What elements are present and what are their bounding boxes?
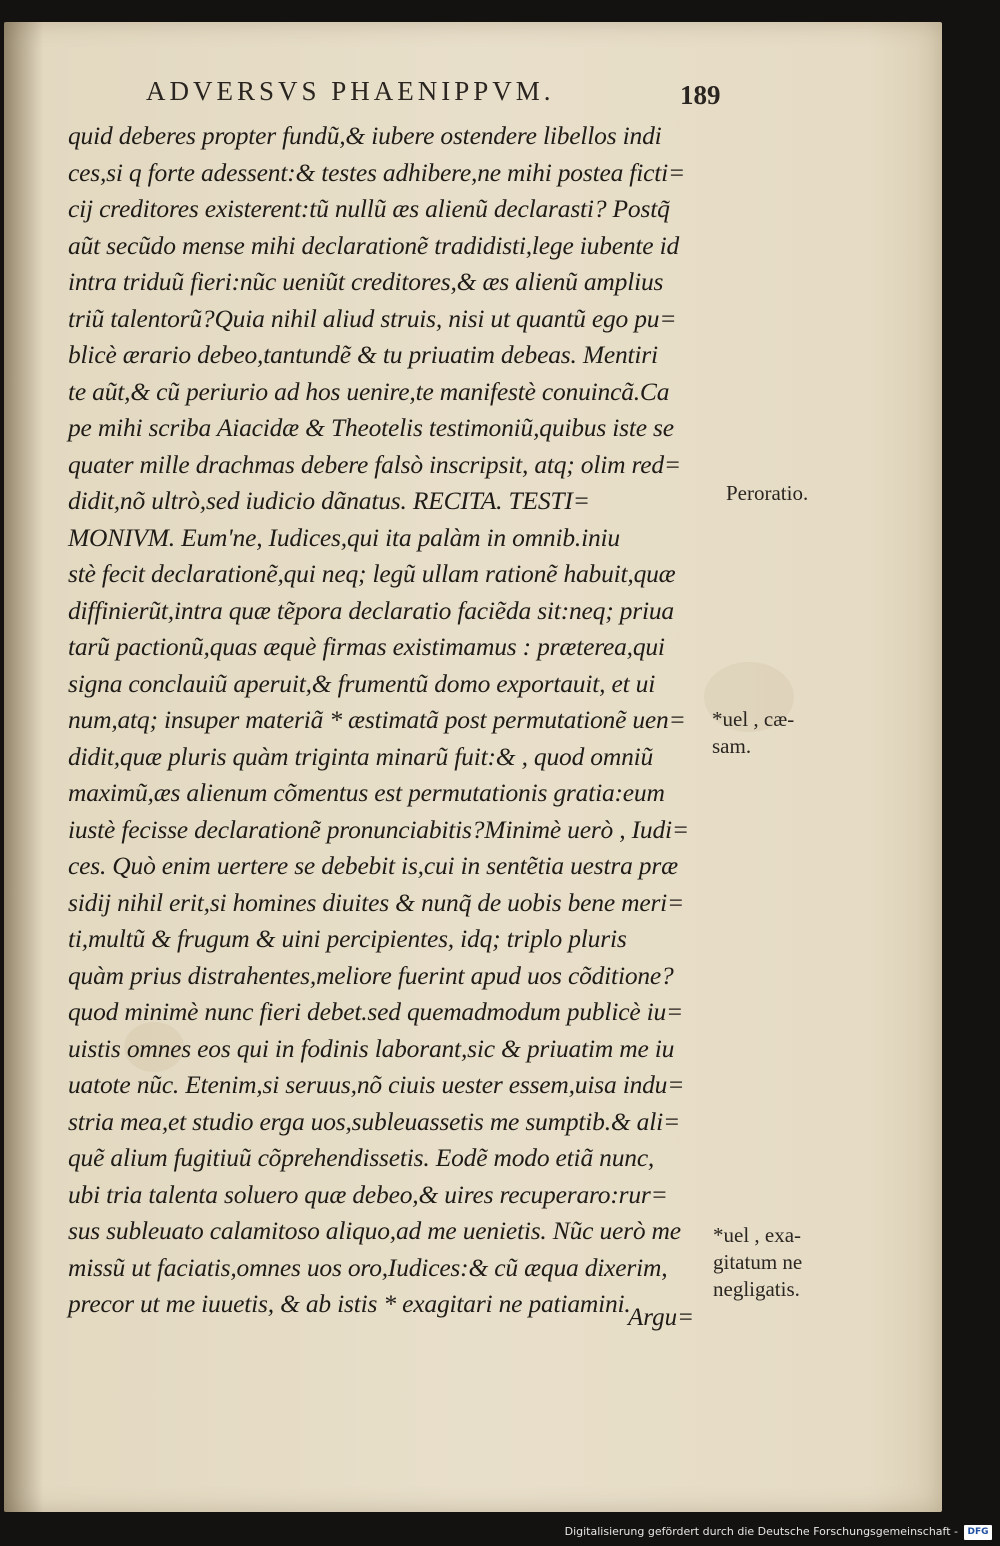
text-line: quater mille drachmas debere falsò inscripsit, atq; olim red=: [68, 449, 681, 479]
text-line: blicè ærario debeo,tantundẽ & tu priuatim debeas. Mentiri: [68, 340, 658, 369]
text-line: num,atq; insuper materiã * æstimatã post permutationẽ uen=: [68, 705, 686, 734]
text-line: ubi tria talenta soluero quæ debeo,& uires recuperaro:rur=: [68, 1179, 668, 1209]
gutter-shadow: [4, 22, 44, 1512]
text-line: stria mea,et studio erga uos,subleuassetis me sumptib.& ali=: [68, 1106, 681, 1136]
digitization-credit: Digitalisierung gefördert durch die Deutsche Forschungsgemeinschaft -: [564, 1525, 958, 1538]
running-head: ADVERSVS PHAENIPPVM.: [146, 76, 555, 106]
text-line: stè fecit declarationẽ,qui neq; legũ ullam rationẽ habuit,quæ: [68, 559, 676, 588]
text-line: triũ talentorũ?Quia nihil aliud struis, nisi ut quantũ ego pu=: [68, 303, 677, 333]
page-number: 189: [680, 80, 721, 110]
margin-note-line: *uel , cæ-: [712, 707, 795, 731]
text-line: intra triduũ fieri:nũc ueniũt creditores,& æs alienũ amplius: [68, 267, 664, 296]
text-line: cij creditores existerent:tũ nullũ æs alienũ declarasti? Postq̃: [68, 194, 670, 223]
catchword: Argu=: [628, 1304, 694, 1331]
text-line: ces,si q forte adessent:& testes adhibere,ne mihi postea ficti=: [68, 157, 685, 187]
text-line: sus subleuato calamitoso aliquo,ad me uenietis. Nũc uerò me: [68, 1216, 681, 1245]
text-line: missũ ut faciatis,omnes uos oro,Iudices:& cũ æqua dixerim,: [68, 1252, 668, 1282]
dfg-logo: DFG: [964, 1525, 992, 1540]
margin-note-line: *uel , exa-: [713, 1223, 802, 1247]
text-line: aũt secũdo mense mihi declarationẽ tradidisti,lege iubente id: [68, 230, 680, 260]
text-line: precor ut me iuuetis, & ab istis * exagitari ne patiamini.: [68, 1289, 631, 1318]
margin-note-variant-exagitatum: [713, 1222, 802, 1303]
text-line: maximũ,æs alienum cõmentus est permutationis gratia:eum: [68, 778, 665, 807]
text-line: quid deberes propter fundũ,& iubere ostendere libellos indi: [68, 121, 662, 150]
margin-note-variant-caesam: [712, 706, 794, 760]
text-line: pe mihi scriba Aiacidæ & Theotelis testimoniũ,quibus iste se: [68, 413, 674, 442]
text-line: didit,quæ pluris quàm triginta minarũ fuit:& , quod omniũ: [68, 741, 654, 771]
margin-note-line: gitatum ne: [713, 1250, 803, 1274]
text-line: ti,multũ & frugum & uini percipientes, idq; triplo pluris: [68, 924, 627, 953]
text-line: uatote nũc. Etenim,si seruus,nõ ciuis uester essem,uisa indu=: [68, 1070, 685, 1099]
margin-note-line: sam.: [712, 734, 752, 758]
main-text-block: [68, 118, 718, 1323]
text-line: quàm prius distrahentes,meliore fuerint apud uos cõditione?: [68, 960, 674, 990]
margin-note-peroratio: [726, 480, 808, 507]
text-line: MONIVM. Eum'ne, Iudices,qui ita palàm in omnib.iniu: [68, 522, 620, 552]
margin-note-line: negligatis.: [713, 1277, 800, 1301]
text-line: diffinierũt,intra quæ tẽpora declaratio faciẽda sit:neq; priua: [68, 595, 674, 625]
text-line: uistis omnes eos qui in fodinis laborant,sic & priuatim me iu: [68, 1033, 675, 1063]
text-line: ces. Quò enim uertere se debebit is,cui in sentẽtia uestra præ: [68, 851, 678, 880]
text-line: iustè fecisse declarationẽ pronunciabitis?Minimè uerò , Iudi=: [68, 814, 689, 844]
text-line: tarũ pactionũ,quas æquè firmas existimamus : præterea,qui: [68, 632, 665, 661]
text-line: quod minimè nunc fieri debet.sed quemadmodum publicè iu=: [68, 997, 684, 1026]
text-line: didit,nõ ultrò,sed iudicio dãnatus. RECITA. TESTI=: [68, 486, 590, 515]
margin-note-text: Peroratio.: [726, 481, 809, 505]
text-line: signa conclauiũ aperuit,& frumentũ domo exportauit, et ui: [68, 668, 656, 698]
text-line: quẽ alium fugitiuũ cõprehendissetis. Eodẽ modo etiã nunc,: [68, 1143, 655, 1172]
text-line: te aũt,& cũ periurio ad hos uenire,te manifestè conuincã.Ca: [68, 376, 670, 406]
text-line: sidij nihil erit,si homines diuites & nunq̃ de uobis bene meri=: [68, 887, 685, 917]
